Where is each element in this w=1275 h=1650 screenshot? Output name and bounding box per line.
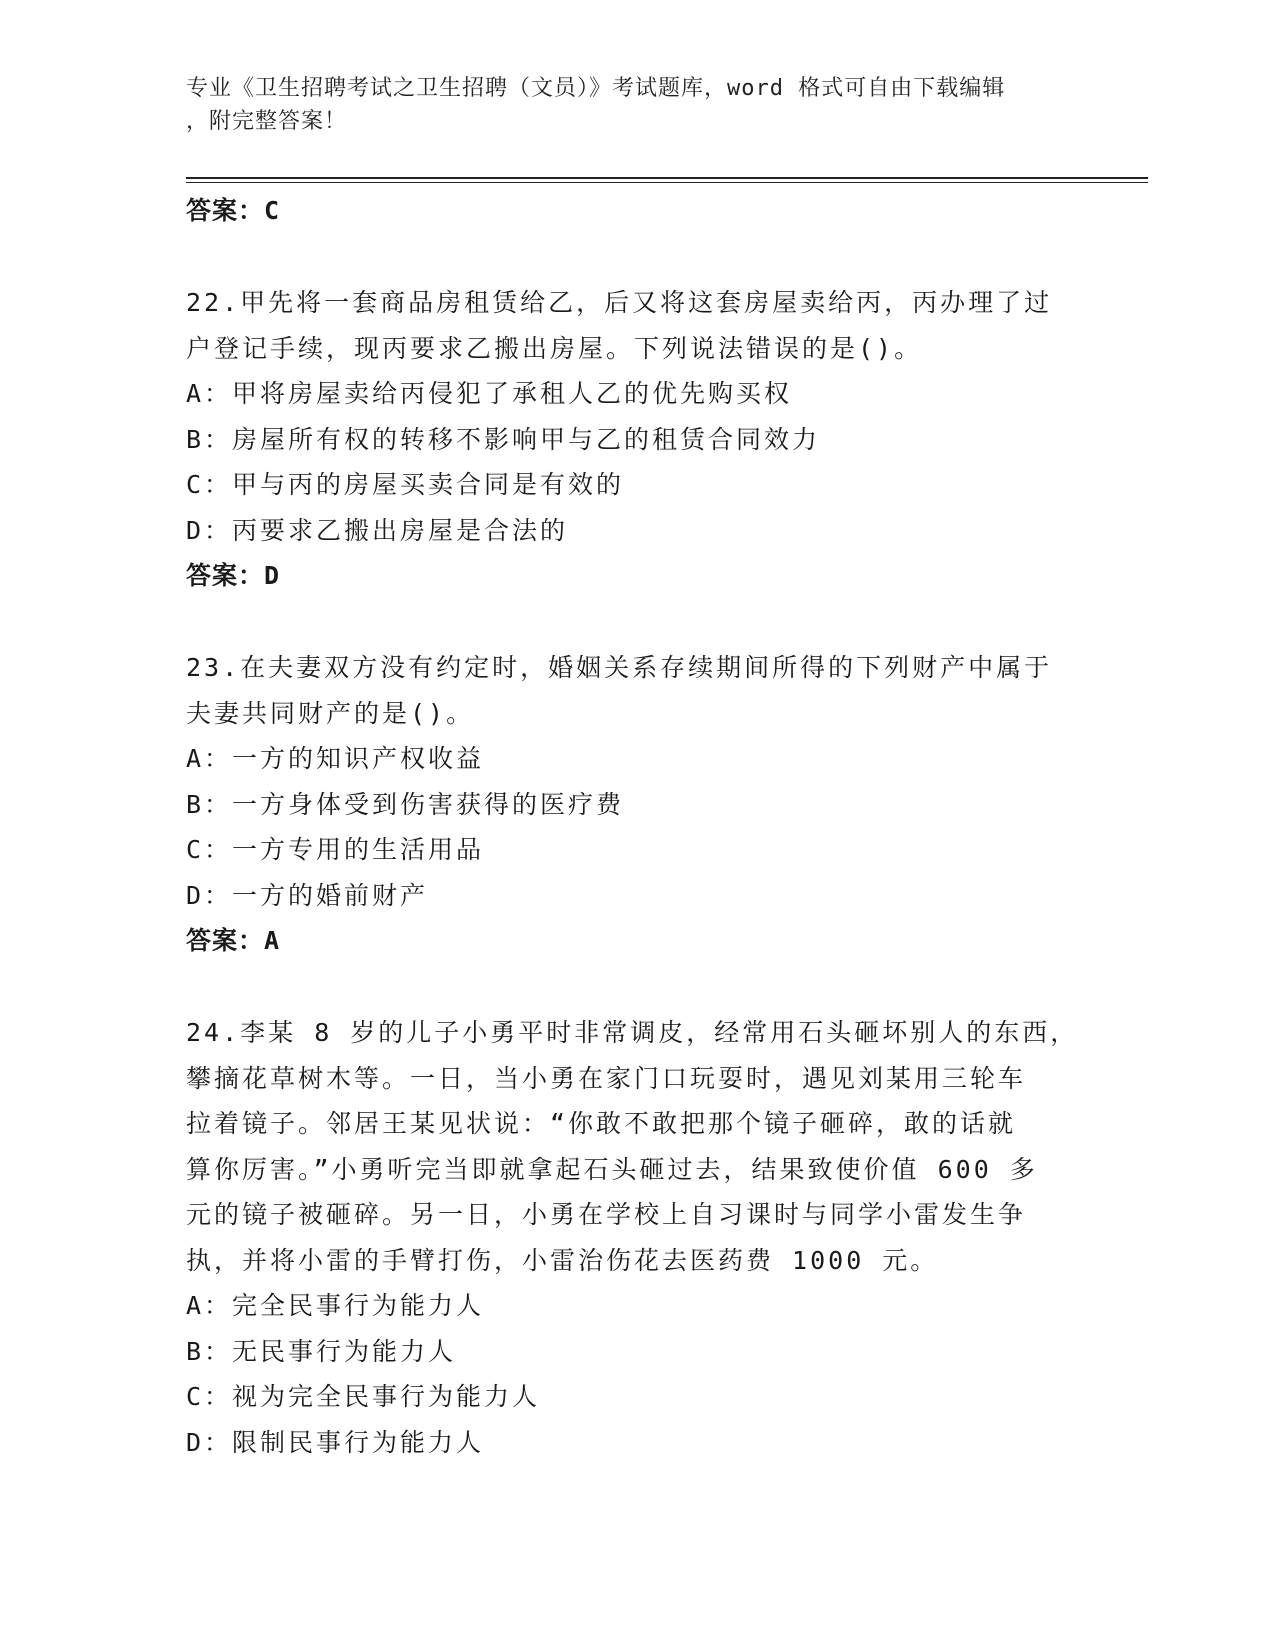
question-text-line: 夫妻共同财产的是()。 <box>186 698 475 728</box>
question-text-line: 户登记手续，现丙要求乙搬出房屋。下列说法错误的是()。 <box>186 333 923 363</box>
question-text-line: 执，并将小雷的手臂打伤，小雷治伤花去医药费 1000 元。 <box>186 1245 939 1275</box>
answer-line: 答案：D <box>186 561 281 590</box>
question-block <box>186 645 1086 964</box>
question-block <box>186 1010 1086 1465</box>
option-a: A：甲将房屋卖给丙侵犯了承租人乙的优先购买权 <box>186 379 793 408</box>
header-rule-thick <box>186 177 1148 179</box>
question-text-line: 23.在夫妻双方没有约定时，婚姻关系存续期间所得的下列财产中属于 <box>186 653 1053 682</box>
answer-line: 答案：A <box>186 926 281 955</box>
question-text-line: 拉着镜子。邻居王某见状说：“你敢不敢把那个镜子砸碎，敢的话就 <box>186 1109 1017 1138</box>
question-text-line: 元的镜子被砸碎。另一日，小勇在学校上自习课时与同学小雷发生争 <box>186 1200 1027 1229</box>
option-d: D：一方的婚前财产 <box>186 880 429 910</box>
document-header <box>186 72 1066 138</box>
option-b: B：房屋所有权的转移不影响甲与乙的租赁合同效力 <box>186 424 821 454</box>
option-a: A：完全民事行为能力人 <box>186 1291 485 1320</box>
header-line-1: 专业《卫生招聘考试之卫生招聘（文员）》考试题库，word 格式可自由下载编辑 <box>186 76 1006 101</box>
spacer <box>186 599 1086 645</box>
option-c: C：一方专用的生活用品 <box>186 835 485 864</box>
option-c: C：甲与丙的房屋买卖合同是有效的 <box>186 470 625 499</box>
question-text-line: 算你厉害。”小勇听完当即就拿起石头砸过去，结果致使价值 600 多 <box>186 1154 1038 1184</box>
question-text-line: 攀摘花草树木等。一日，当小勇在家门口玩耍时，遇见刘某用三轮车 <box>186 1063 1027 1093</box>
option-d: D：丙要求乙搬出房屋是合法的 <box>186 515 569 545</box>
option-a: A：一方的知识产权收益 <box>186 744 485 773</box>
header-rule-thin <box>186 182 1148 183</box>
question-text-line: 22.甲先将一套商品房租赁给乙，后又将这套房屋卖给丙，丙办理了过 <box>186 288 1053 317</box>
option-c: C：视为完全民事行为能力人 <box>186 1382 541 1411</box>
spacer <box>186 234 1086 280</box>
option-b: B：无民事行为能力人 <box>186 1336 457 1366</box>
question-list <box>186 188 1086 1465</box>
previous-answer: 答案：C <box>186 196 281 225</box>
question-block <box>186 280 1086 599</box>
spacer <box>186 964 1086 1010</box>
option-b: B：一方身体受到伤害获得的医疗费 <box>186 789 625 819</box>
option-d: D：限制民事行为能力人 <box>186 1427 485 1457</box>
question-text-line: 24.李某 8 岁的儿子小勇平时非常调皮，经常用石头砸坏别人的东西， <box>186 1018 1079 1047</box>
header-line-2: ，附完整答案！ <box>186 109 348 134</box>
